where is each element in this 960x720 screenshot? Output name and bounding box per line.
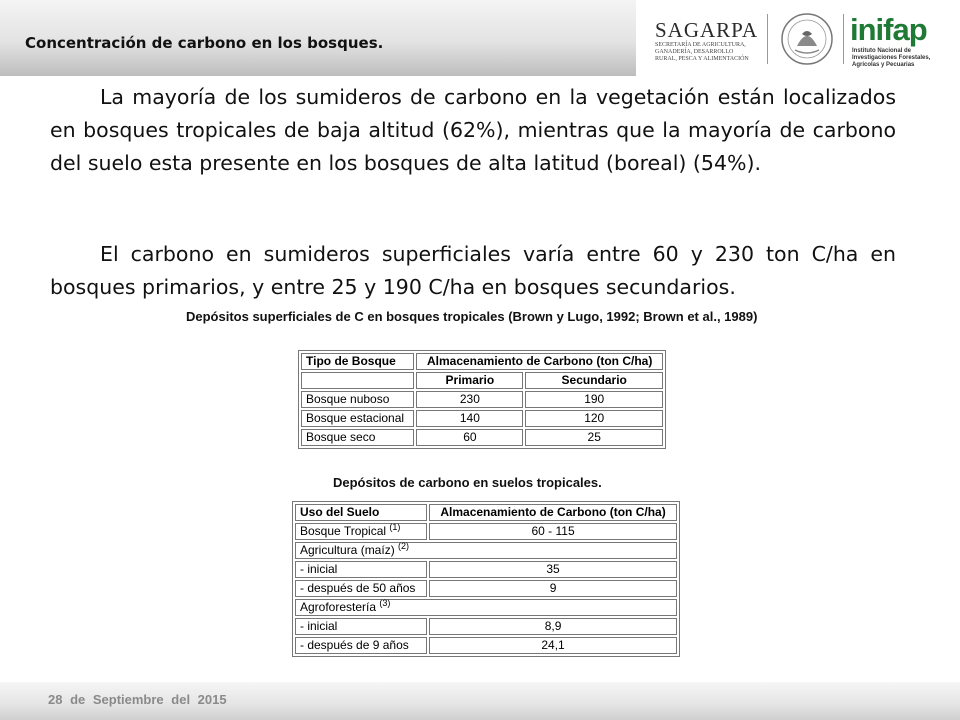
- mexico-seal-icon: [780, 12, 834, 66]
- carbon-value-cell: 35: [429, 561, 677, 578]
- land-use-cell: - inicial: [295, 618, 427, 635]
- sagarpa-logo-text: SAGARPA: [655, 18, 759, 42]
- slide-title: Concentración de carbono en los bosques.: [25, 34, 384, 52]
- table-row: [301, 429, 663, 446]
- body-paragraph-1: La mayoría de los sumideros de carbono en la vegetación están localizados en bosques tropicales de baja altitud (62%), mientras que la mayoría de carbono del suelo esta presente en los bosques de alta latitud (boreal) (54%).: [50, 85, 896, 175]
- secondary-value-cell: 25: [525, 429, 663, 446]
- table-row: [295, 523, 677, 540]
- carbon-value-cell: 8,9: [429, 618, 677, 635]
- header-carbon-storage: Almacenamiento de Carbono (ton C/ha): [416, 353, 663, 370]
- land-use-cell: [295, 599, 677, 616]
- footnote-ref: (1): [389, 522, 401, 532]
- logo-divider: [767, 14, 768, 64]
- header-primary: Primario: [416, 372, 523, 389]
- header-land-use: Uso del Suelo: [295, 504, 427, 521]
- forest-carbon-table: [298, 350, 666, 449]
- land-use-label: Bosque Tropical: [300, 524, 387, 538]
- inifap-subtitle: Instituto Nacional de Investigaciones Forestales, Agrícolas y Pecuarias: [852, 48, 931, 68]
- soil-carbon-table: [292, 501, 680, 657]
- table-row: [295, 637, 677, 654]
- table-row: [301, 391, 663, 408]
- logo-group: [645, 8, 957, 70]
- table-row: [295, 599, 677, 616]
- land-use-cell: - después de 9 años: [295, 637, 427, 654]
- body-paragraph-2: El carbono en sumideros superficiales varía entre 60 y 230 ton C/ha en bosques primarios, y entre 25 y 190 C/ha en bosques secundarios.: [50, 242, 896, 299]
- primary-value-cell: 60: [416, 429, 523, 446]
- table-row: [295, 561, 677, 578]
- land-use-cell: - inicial: [295, 561, 427, 578]
- empty-cell: [301, 372, 414, 389]
- footnote-ref: (3): [379, 598, 391, 608]
- land-use-label: Agroforestería: [300, 600, 377, 614]
- carbon-value-cell: 60 - 115: [429, 523, 677, 540]
- logo-divider: [843, 14, 844, 64]
- primary-value-cell: 230: [416, 391, 523, 408]
- carbon-value-cell: 9: [429, 580, 677, 597]
- header-forest-type: Tipo de Bosque: [301, 353, 414, 370]
- inifap-logo-text: inifap: [850, 12, 927, 47]
- primary-value-cell: 140: [416, 410, 523, 427]
- forest-type-cell: Bosque nuboso: [301, 391, 414, 408]
- table-row: [295, 580, 677, 597]
- carbon-value-cell: 24,1: [429, 637, 677, 654]
- land-use-cell: - después de 50 años: [295, 580, 427, 597]
- table-row: [295, 618, 677, 635]
- footnote-ref: (2): [398, 541, 410, 551]
- header-secondary: Secundario: [525, 372, 663, 389]
- sagarpa-subtitle: SECRETARÍA DE AGRICULTURA, GANADERÍA, DESARROLLO RURAL, PESCA Y ALIMENTACIÓN: [655, 42, 749, 62]
- forest-type-cell: Bosque estacional: [301, 410, 414, 427]
- table2-caption: Depósitos de carbono en suelos tropicales.: [333, 475, 602, 490]
- land-use-label: Agricultura (maíz): [300, 543, 395, 557]
- secondary-value-cell: 120: [525, 410, 663, 427]
- table-row: [295, 542, 677, 559]
- header-carbon-storage: Almacenamiento de Carbono (ton C/ha): [429, 504, 677, 521]
- footer-date: 28 de Septiembre del 2015: [48, 692, 227, 707]
- table1-caption: Depósitos superficiales de C en bosques tropicales (Brown y Lugo, 1992; Brown et al., 1989): [186, 309, 758, 324]
- forest-type-cell: Bosque seco: [301, 429, 414, 446]
- land-use-cell: [295, 523, 427, 540]
- table-row: [301, 410, 663, 427]
- land-use-cell: [295, 542, 677, 559]
- secondary-value-cell: 190: [525, 391, 663, 408]
